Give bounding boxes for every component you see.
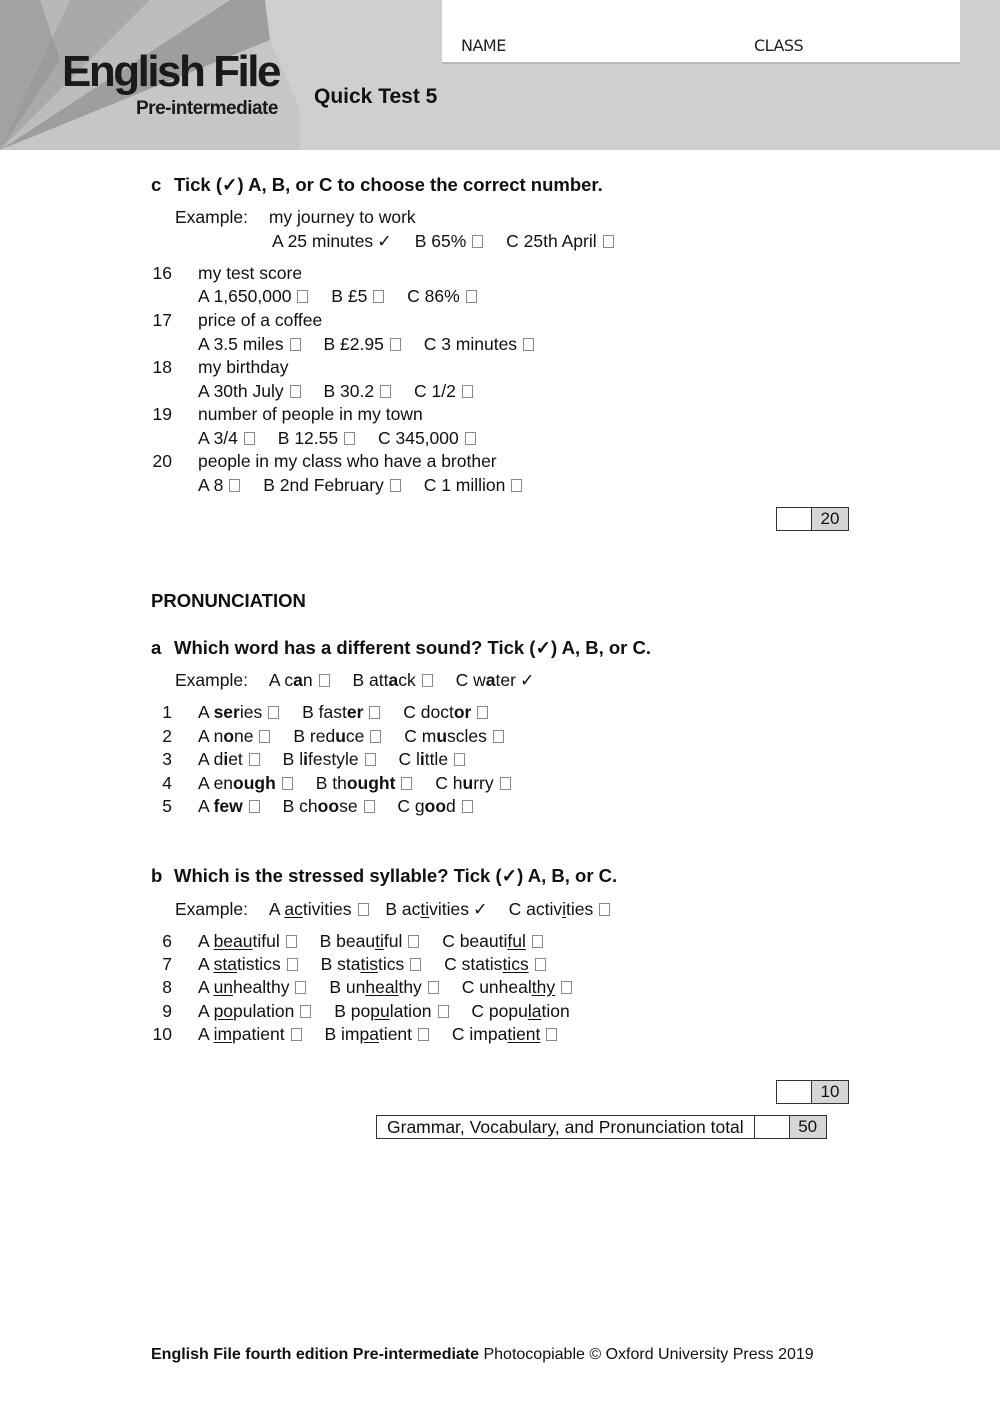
checkbox[interactable] — [523, 338, 534, 351]
option-a-stress: po — [213, 1001, 234, 1021]
checkbox[interactable] — [422, 674, 433, 687]
checkbox[interactable] — [380, 385, 391, 398]
footer-copyright: Photocopiable © Oxford University Press 2019 — [483, 1346, 814, 1363]
option-a-stress: un — [213, 977, 234, 997]
checkbox[interactable] — [493, 730, 504, 743]
option-a: A d — [198, 749, 224, 769]
example-option-b: B 65% — [414, 231, 467, 251]
option-a: A — [198, 796, 214, 816]
option-b-rest: tient — [378, 1024, 413, 1044]
option-c-stress: i — [562, 899, 566, 919]
check-icon: ✓ — [519, 670, 535, 690]
numbers-score-box — [776, 507, 849, 531]
item-number: 2 — [162, 726, 172, 746]
checkbox[interactable] — [390, 338, 401, 351]
pron-a-heading — [151, 637, 651, 659]
checkbox[interactable] — [282, 777, 293, 790]
check-icon: ✓ — [377, 231, 392, 251]
example-prompt: my journey to work — [268, 207, 416, 227]
checkbox[interactable] — [428, 981, 439, 994]
option-b: B ch — [282, 796, 318, 816]
option-a-sound: a — [293, 670, 303, 690]
option-a-sound: few — [213, 796, 243, 816]
option-c: C 345,000 — [377, 428, 459, 448]
option-b-rest: vities — [429, 899, 470, 919]
option-c: C unheal — [461, 977, 532, 997]
checkbox[interactable] — [410, 958, 421, 971]
option-a-rest: ne — [234, 726, 254, 746]
checkbox[interactable] — [290, 385, 301, 398]
item-prompt: my test score — [198, 263, 303, 283]
option-c-rest: tion — [541, 1001, 570, 1021]
option-b: B sta — [320, 954, 361, 974]
option-a: A en — [198, 773, 234, 793]
checkbox[interactable] — [472, 235, 483, 248]
checkbox[interactable] — [603, 235, 614, 248]
item-number: 10 — [152, 1024, 172, 1044]
item-prompt: my birthday — [198, 357, 289, 377]
total-score-box — [376, 1115, 827, 1139]
checkbox[interactable] — [268, 706, 279, 719]
option-b-rest: ful — [383, 931, 403, 951]
pron-b-example-row — [175, 898, 610, 920]
option-a-rest: healthy — [233, 977, 290, 997]
option-c: C statis — [444, 954, 503, 974]
example-option-a: A 25 minutes — [272, 231, 374, 251]
option-c: C 86% — [407, 286, 460, 306]
option-c-rest: ttle — [424, 749, 449, 769]
option-b: B 12.55 — [277, 428, 339, 448]
option-a: A — [198, 702, 214, 722]
check-icon: ✓ — [473, 899, 488, 919]
pron-b-item — [150, 1000, 570, 1022]
pron-a-item — [150, 772, 511, 794]
option-c-rest: ties — [565, 899, 594, 919]
pron-a-item — [150, 795, 473, 817]
option-a: A 1,650,000 — [198, 286, 292, 306]
option-a-stress: im — [213, 1024, 233, 1044]
checkbox[interactable] — [477, 706, 488, 719]
option-c-sound: u — [436, 726, 448, 746]
pronunciation-score-box — [776, 1080, 849, 1104]
item-number: 1 — [162, 702, 172, 722]
option-a-stress: ac — [284, 899, 303, 919]
item-number: 7 — [162, 954, 172, 974]
option-a-rest: et — [228, 749, 243, 769]
checkbox[interactable] — [300, 1005, 311, 1018]
pron-a-item — [150, 701, 488, 723]
option-a: A 3.5 miles — [198, 334, 284, 354]
item-number: 6 — [162, 931, 172, 951]
option-a-stress: sta — [213, 954, 237, 974]
item-number: 9 — [162, 1001, 172, 1021]
option-b-stress: pa — [359, 1024, 379, 1044]
option-c: C g — [397, 796, 425, 816]
checkbox[interactable] — [244, 432, 255, 445]
checkbox[interactable] — [462, 385, 473, 398]
checkbox[interactable] — [364, 800, 375, 813]
option-b: B im — [324, 1024, 360, 1044]
pron-b-letter: b — [151, 865, 163, 886]
checkbox[interactable] — [466, 290, 477, 303]
option-a: A — [198, 954, 214, 974]
option-b: B att — [352, 670, 389, 690]
option-b: B un — [329, 977, 366, 997]
example-label: Example: — [175, 207, 248, 227]
option-a: A 8 — [198, 475, 224, 495]
brand-logo — [62, 47, 279, 119]
item-number: 3 — [162, 749, 172, 769]
option-b: B th — [315, 773, 347, 793]
option-c-rest: d — [446, 796, 456, 816]
numbers-heading-letter: c — [151, 174, 162, 195]
option-c-rest: rry — [473, 773, 494, 793]
item-prompt: number of people in my town — [198, 404, 423, 424]
checkbox[interactable] — [438, 1005, 449, 1018]
option-b-rest: tics — [377, 954, 405, 974]
option-c: C beauti — [442, 931, 508, 951]
checkbox[interactable] — [535, 958, 546, 971]
brand-title: English File — [62, 47, 279, 96]
option-b-stress: ti — [420, 899, 430, 919]
example-label: Example: — [175, 670, 248, 690]
name-class-box — [442, 0, 960, 64]
item-number: 4 — [162, 773, 172, 793]
score-input[interactable] — [777, 508, 812, 530]
checkbox[interactable] — [418, 1028, 429, 1041]
option-c: C 3 minutes — [423, 334, 518, 354]
option-c-stress: tient — [507, 1024, 541, 1044]
checkbox[interactable] — [500, 777, 511, 790]
option-b-sound: u — [335, 726, 346, 746]
option-c: C 1/2 — [413, 381, 456, 401]
option-b-rest: lation — [389, 1001, 432, 1021]
option-c-stress: tics — [502, 954, 529, 974]
checkbox[interactable] — [511, 479, 522, 492]
pron-a-letter: a — [151, 637, 162, 658]
option-b: B beau — [319, 931, 376, 951]
numbers-example-row — [175, 206, 416, 228]
option-b-stress: pu — [370, 1001, 390, 1021]
option-b-stress: heal — [365, 977, 399, 997]
pron-a-item — [150, 748, 465, 770]
option-a-rest: ies — [239, 702, 263, 722]
checkbox[interactable] — [259, 730, 270, 743]
option-b-sound: ought — [346, 773, 396, 793]
option-b: B 30.2 — [323, 381, 375, 401]
example-label: Example: — [175, 899, 248, 919]
option-a-sound: ser — [213, 702, 240, 722]
checkbox[interactable] — [290, 338, 301, 351]
option-c: C h — [435, 773, 463, 793]
option-a: A — [198, 931, 214, 951]
option-c: C w — [455, 670, 486, 690]
option-b: B ac — [385, 899, 421, 919]
pron-a-example-row — [175, 669, 535, 691]
numbers-heading — [151, 174, 603, 196]
checkbox[interactable] — [390, 479, 401, 492]
option-c-sound: u — [462, 773, 474, 793]
checkbox[interactable] — [408, 935, 419, 948]
score-max: 10 — [812, 1081, 848, 1103]
checkbox[interactable] — [358, 903, 369, 916]
option-a-sound: o — [223, 726, 235, 746]
total-score-input[interactable] — [755, 1116, 790, 1138]
checkbox[interactable] — [249, 753, 260, 766]
checkbox[interactable] — [370, 730, 381, 743]
pron-a-item — [150, 725, 504, 747]
option-b-sound: er — [346, 702, 364, 722]
checkbox[interactable] — [561, 981, 572, 994]
option-a: A c — [268, 670, 294, 690]
option-a-sound: i — [223, 749, 229, 769]
option-a: A — [198, 977, 214, 997]
option-b: B £2.95 — [323, 334, 384, 354]
option-b: B l — [282, 749, 304, 769]
checkbox[interactable] — [291, 1028, 302, 1041]
option-b-sound: i — [303, 749, 308, 769]
checkbox[interactable] — [297, 290, 308, 303]
pron-b-heading — [151, 865, 617, 887]
class-label: CLASS — [754, 36, 804, 55]
checkbox[interactable] — [365, 753, 376, 766]
option-b-rest: se — [339, 796, 358, 816]
option-c: C l — [398, 749, 420, 769]
option-c: C activ — [508, 899, 563, 919]
option-b: B fast — [302, 702, 347, 722]
option-c-sound: or — [453, 702, 472, 722]
item-number: 18 — [152, 357, 172, 377]
option-b-rest: ce — [345, 726, 365, 746]
item-number: 20 — [152, 451, 172, 471]
option-c-sound: i — [419, 749, 425, 769]
test-title: Quick Test 5 — [314, 85, 438, 108]
option-a: A 3/4 — [198, 428, 238, 448]
checkbox[interactable] — [462, 800, 473, 813]
total-label: Grammar, Vocabulary, and Pronunciation total — [377, 1116, 755, 1138]
checkbox[interactable] — [373, 290, 384, 303]
pron-b-item — [150, 1023, 557, 1045]
pron-b-heading-text: Which is the stressed syllable? Tick (✓) A, B, or C. — [174, 865, 618, 886]
option-c-sound: a — [485, 670, 496, 690]
option-c: C doct — [403, 702, 454, 722]
option-c-stress: la — [527, 1001, 542, 1021]
option-b: B red — [293, 726, 336, 746]
option-a-rest: tiful — [252, 931, 280, 951]
pron-b-item — [150, 953, 546, 975]
checkbox[interactable] — [229, 479, 240, 492]
option-a-stress: beau — [213, 931, 253, 951]
option-b: B 2nd February — [263, 475, 384, 495]
option-a-rest: patient — [232, 1024, 285, 1044]
checkbox[interactable] — [532, 935, 543, 948]
option-a-rest: pulation — [233, 1001, 295, 1021]
checkbox[interactable] — [249, 800, 260, 813]
option-b-stress: ti — [375, 931, 384, 951]
checkbox[interactable] — [286, 935, 297, 948]
numbers-heading-text: Tick (✓) A, B, or C to choose the correct number. — [174, 174, 603, 195]
pron-b-item — [150, 976, 572, 998]
header-band — [0, 0, 1000, 150]
total-score-max: 50 — [790, 1116, 826, 1138]
example-option-c: C 25th April — [506, 231, 597, 251]
option-c-stress: thy — [531, 977, 556, 997]
item-number: 16 — [152, 263, 172, 283]
option-b: B £5 — [331, 286, 368, 306]
item-number: 8 — [162, 977, 172, 997]
numbers-example-options — [272, 230, 614, 252]
option-b-rest: ck — [398, 670, 416, 690]
checkbox[interactable] — [546, 1028, 557, 1041]
checkbox[interactable] — [465, 432, 476, 445]
option-c: C 1 million — [423, 475, 506, 495]
name-label: NAME — [461, 36, 506, 55]
footer — [151, 1346, 814, 1364]
brand-level: Pre-intermediate — [136, 98, 278, 119]
checkbox[interactable] — [369, 706, 380, 719]
option-c-rest: scles — [447, 726, 487, 746]
item-number: 5 — [162, 796, 172, 816]
item-number: 17 — [152, 310, 172, 330]
option-c: C popu — [471, 1001, 528, 1021]
option-b-stress: tis — [360, 954, 378, 974]
option-b-sound: oo — [317, 796, 340, 816]
option-c-rest: ter — [495, 670, 516, 690]
footer-title: English File fourth edition Pre-intermediate — [151, 1346, 480, 1363]
option-b-rest: thy — [398, 977, 422, 997]
checkbox[interactable] — [319, 674, 330, 687]
option-a: A n — [198, 726, 224, 746]
option-a-rest: n — [302, 670, 313, 690]
option-a: A 30th July — [198, 381, 284, 401]
pron-a-heading-text: Which word has a different sound? Tick (✓) A, B, or C. — [174, 637, 651, 658]
item-number: 19 — [152, 404, 172, 424]
option-c: C impa — [451, 1024, 508, 1044]
option-b-rest: festyle — [307, 749, 359, 769]
option-a: A — [268, 899, 285, 919]
item-prompt: price of a coffee — [198, 310, 323, 330]
checkbox[interactable] — [599, 903, 610, 916]
item-prompt: people in my class who have a brother — [198, 451, 497, 471]
option-c-stress: ful — [507, 931, 526, 951]
pronunciation-title: PRONUNCIATION — [151, 590, 306, 611]
option-a: A — [198, 1024, 214, 1044]
option-b: B po — [334, 1001, 371, 1021]
checkbox[interactable] — [401, 777, 412, 790]
score-input[interactable] — [777, 1081, 812, 1103]
checkbox[interactable] — [295, 981, 306, 994]
checkbox[interactable] — [344, 432, 355, 445]
option-a: A — [198, 1001, 214, 1021]
option-c-sound: oo — [424, 796, 447, 816]
option-a-sound: ough — [233, 773, 276, 793]
score-max: 20 — [812, 508, 848, 530]
option-c: C m — [404, 726, 437, 746]
checkbox[interactable] — [454, 753, 465, 766]
option-b-sound: a — [388, 670, 399, 690]
option-a-rest: tivities — [302, 899, 352, 919]
pron-b-item — [150, 930, 543, 952]
option-a-rest: tistics — [236, 954, 281, 974]
checkbox[interactable] — [287, 958, 298, 971]
